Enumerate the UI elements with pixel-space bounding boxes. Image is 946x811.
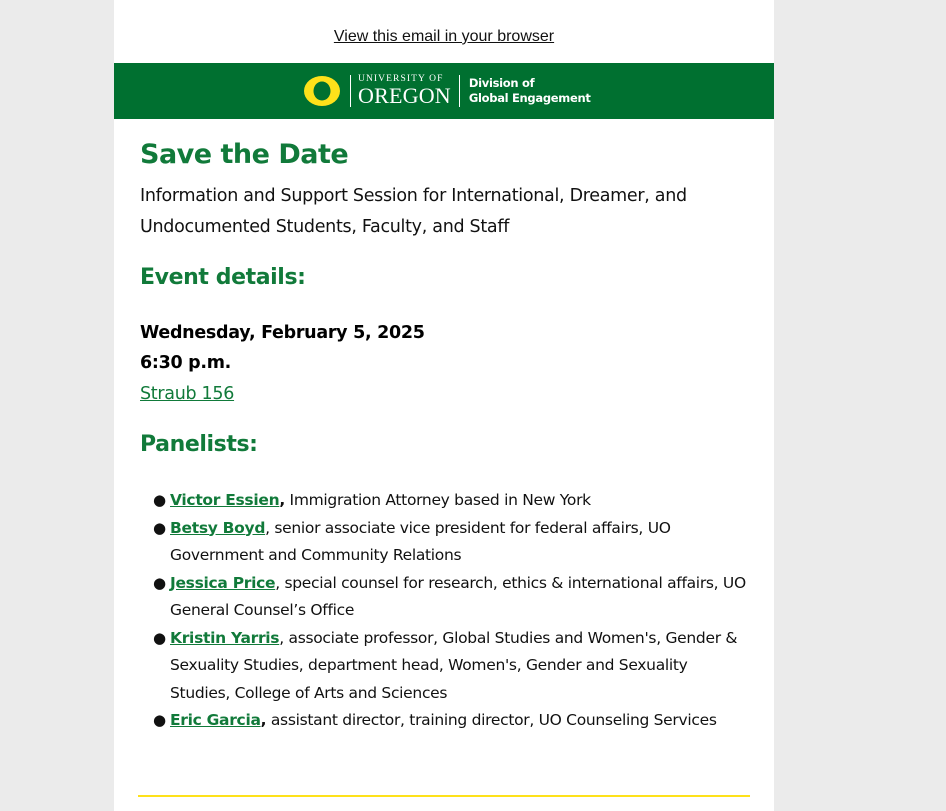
page-title: Save the Date (140, 139, 349, 170)
uo-o-icon (302, 74, 342, 108)
bullet: ● (153, 491, 166, 509)
division-line-1: Division of (468, 76, 535, 90)
panelist-description: , associate professor, Global Studies and Women's, Gender & Sexuality Studies, department head, Women's, Gender and Sexuality Studies, College of Arts and Sciences (170, 628, 738, 702)
panelist-separator: , (260, 711, 267, 729)
email-container (114, 0, 774, 811)
division-line-2: Global Engagement (468, 91, 591, 105)
panelist-link-eric-garcia[interactable]: Eric Garcia (170, 711, 261, 729)
division-wordmark (469, 76, 591, 106)
panelist-separator: , (279, 491, 285, 509)
panelist-description: assistant director, training director, UO Counseling Services (266, 711, 717, 729)
event-date: Wednesday, February 5, 2025 (140, 323, 425, 343)
logo-university-of: UNIVERSITY OF (358, 73, 444, 84)
yellow-divider (138, 795, 750, 797)
event-details (140, 318, 425, 410)
view-in-browser-link[interactable]: View this email in your browser (333, 28, 555, 45)
header-banner (114, 63, 774, 119)
list-item (153, 625, 750, 708)
panelist-link-kristin-yarris[interactable]: Kristin Yarris (170, 628, 280, 647)
bullet: ● (153, 628, 166, 647)
panelist-link-jessica-price[interactable]: Jessica Price (170, 573, 276, 592)
logo-oregon: OREGON (358, 83, 451, 109)
panelists-heading: Panelists: (140, 432, 258, 457)
event-details-heading: Event details: (140, 265, 306, 290)
panelist-description: , senior associate vice president for federal affairs, UO Government and Community Relations (170, 518, 671, 564)
university-of-oregon-wordmark (358, 75, 451, 108)
list-item (153, 487, 750, 515)
panelist-description: , special counsel for research, ethics & international affairs, UO General Counsel’s Office (170, 573, 746, 619)
panelists-list (140, 487, 750, 735)
panelist-link-betsy-boyd[interactable]: Betsy Boyd (170, 518, 266, 537)
logo-divider (350, 75, 351, 107)
logo-divider-2 (459, 75, 460, 107)
event-time: 6:30 p.m. (140, 353, 231, 373)
event-location-link[interactable]: Straub 156 (140, 384, 235, 404)
event-subtitle: Information and Support Session for International, Dreamer, and Undocumented Students, Faculty, and Staff (140, 186, 687, 237)
bullet: ● (153, 573, 166, 592)
list-item (153, 570, 750, 625)
list-item (153, 707, 750, 735)
list-item (153, 515, 750, 570)
bullet: ● (153, 711, 166, 729)
bullet: ● (153, 518, 166, 537)
panelist-link-victor-essien[interactable]: Victor Essien (170, 491, 280, 509)
uo-logo[interactable] (302, 73, 591, 109)
panelist-description: Immigration Attorney based in New York (284, 491, 591, 509)
